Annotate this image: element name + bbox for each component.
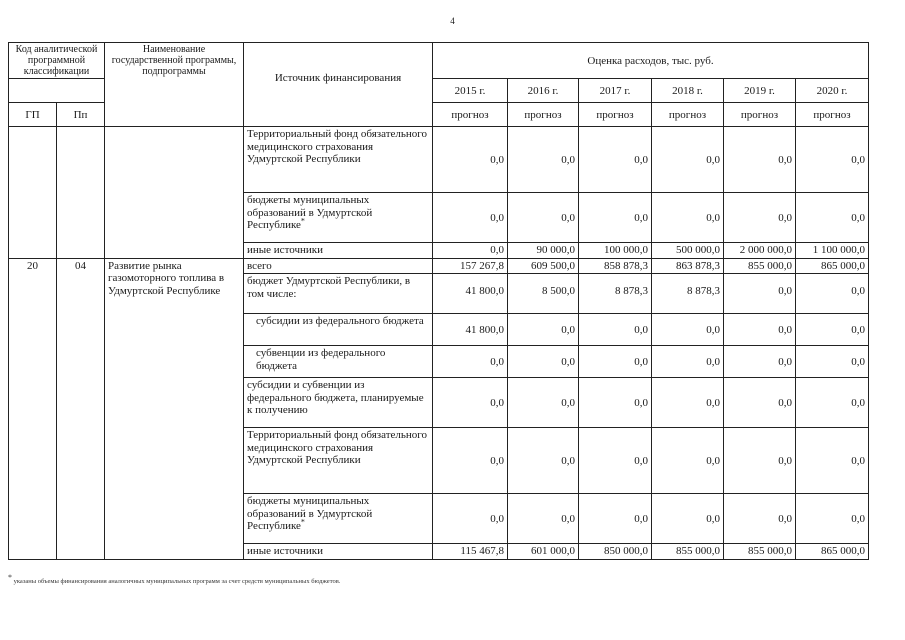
value-cell: 0,0 [796,274,869,314]
year-2015: 2015 г. [433,79,508,103]
value-cell: 0,0 [652,314,724,346]
value-cell: 855 000,0 [724,544,796,560]
value-cell: 0,0 [433,346,508,378]
source-cell: бюджет Удмуртской Республики, в том числе: [244,274,433,314]
value-cell: 100 000,0 [579,243,652,259]
value-cell: 0,0 [508,346,579,378]
forecast-2017: прогноз [579,103,652,127]
footnote-text: указаны объемы финансирования аналогичных муниципальных программ за счет средств муниципальных бюджетов. [13,578,341,586]
value-cell: 0,0 [652,346,724,378]
header-source: Источник финансирования [244,43,433,127]
source-cell: Территориальный фонд обязательного медицинского страхования Удмуртской Республики [244,428,433,494]
source-cell: бюджеты муниципальных образований в Удмуртской Республике* [244,193,433,243]
value-cell: 0,0 [724,378,796,428]
value-cell: 115 467,8 [433,544,508,560]
value-cell: 0,0 [724,346,796,378]
table-row [9,127,869,193]
source-cell: иные источники [244,243,433,259]
value-cell: 0,0 [724,274,796,314]
forecast-2018: прогноз [652,103,724,127]
value-cell: 0,0 [579,193,652,243]
value-cell: 1 100 000,0 [796,243,869,259]
value-cell: 0,0 [724,193,796,243]
value-cell: 0,0 [796,127,869,193]
header-estimate: Оценка расходов, тыс. руб. [433,43,869,79]
value-cell: 865 000,0 [796,258,869,274]
forecast-2020: прогноз [796,103,869,127]
value-cell: 0,0 [796,346,869,378]
header-name: Наименование государственной программы, подпрограммы [105,43,244,127]
value-cell: 500 000,0 [652,243,724,259]
value-cell: 0,0 [724,428,796,494]
value-cell: 0,0 [433,428,508,494]
program-name: Развитие рынка газомоторного топлива в Удмуртской Республике [105,258,244,559]
table-row [9,258,869,274]
header-gp: ГП [9,103,57,127]
value-cell: 0,0 [724,127,796,193]
value-cell: 8 878,3 [652,274,724,314]
value-cell: 0,0 [433,127,508,193]
value-cell: 0,0 [508,193,579,243]
value-cell: 0,0 [796,314,869,346]
value-cell: 601 000,0 [508,544,579,560]
header-row-1 [9,43,869,79]
source-cell: субсидии и субвенции из федерального бюджета, планируемые к получению [244,378,433,428]
value-cell: 41 800,0 [433,314,508,346]
header-code: Код аналитической программной классификации [9,43,105,79]
header-pp: Пп [57,103,105,127]
forecast-2015: прогноз [433,103,508,127]
page-number: 4 [450,16,455,26]
footnote [8,573,341,586]
year-2016: 2016 г. [508,79,579,103]
year-2017: 2017 г. [579,79,652,103]
value-cell: 0,0 [508,127,579,193]
value-cell: 0,0 [433,193,508,243]
value-cell: 0,0 [796,378,869,428]
value-cell: 0,0 [724,494,796,544]
footnote-mark: * [8,573,12,582]
value-cell: 0,0 [724,314,796,346]
source-cell: субсидии из федерального бюджета [244,314,433,346]
value-cell: 0,0 [433,243,508,259]
budget-table [8,42,869,560]
value-cell: 90 000,0 [508,243,579,259]
value-cell: 8 500,0 [508,274,579,314]
source-cell: Территориальный фонд обязательного медицинского страхования Удмуртской Республики [244,127,433,193]
value-cell: 0,0 [433,378,508,428]
value-cell: 41 800,0 [433,274,508,314]
value-cell: 0,0 [796,193,869,243]
value-cell: 0,0 [652,127,724,193]
value-cell: 0,0 [796,428,869,494]
value-cell: 0,0 [508,314,579,346]
value-cell: 0,0 [508,494,579,544]
forecast-2016: прогноз [508,103,579,127]
source-cell: иные источники [244,544,433,560]
value-cell: 0,0 [579,314,652,346]
value-cell: 0,0 [579,346,652,378]
value-cell: 855 000,0 [724,258,796,274]
value-cell: 858 878,3 [579,258,652,274]
value-cell: 0,0 [579,127,652,193]
year-2018: 2018 г. [652,79,724,103]
source-cell: всего [244,258,433,274]
value-cell: 0,0 [433,494,508,544]
value-cell: 0,0 [796,494,869,544]
year-2020: 2020 г. [796,79,869,103]
value-cell: 0,0 [579,494,652,544]
value-cell: 855 000,0 [652,544,724,560]
value-cell: 0,0 [579,378,652,428]
value-cell: 2 000 000,0 [724,243,796,259]
value-cell: 609 500,0 [508,258,579,274]
value-cell: 8 878,3 [579,274,652,314]
forecast-2019: прогноз [724,103,796,127]
value-cell: 0,0 [508,428,579,494]
source-cell: бюджеты муниципальных образований в Удмуртской Республике* [244,494,433,544]
year-2019: 2019 г. [724,79,796,103]
value-cell: 0,0 [652,193,724,243]
value-cell: 0,0 [652,428,724,494]
source-cell: субвенции из федерального бюджета [244,346,433,378]
value-cell: 865 000,0 [796,544,869,560]
value-cell: 0,0 [652,494,724,544]
pp-code: 04 [57,258,105,559]
value-cell: 0,0 [579,428,652,494]
value-cell: 0,0 [652,378,724,428]
value-cell: 0,0 [508,378,579,428]
value-cell: 863 878,3 [652,258,724,274]
gp-code: 20 [9,258,57,559]
value-cell: 157 267,8 [433,258,508,274]
value-cell: 850 000,0 [579,544,652,560]
